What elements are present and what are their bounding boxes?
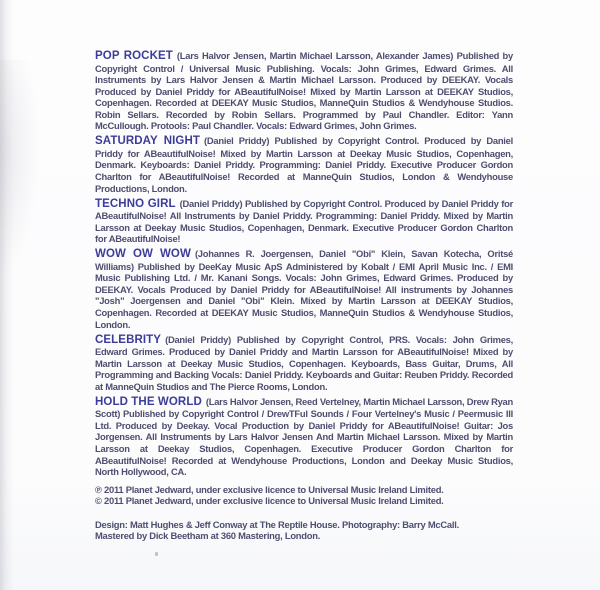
track-credit-text: (Lars Halvor Jensen, Martin Michael Larsson, Alexander James) Published by Copyright Control / Universal Music Publishing. Vocals: John Grimes, Edward Grimes. All Instruments by Lars Halvor Jensen & Martin Michael Larsson. Produced by DEEKAY. Vocals Produced by Daniel Priddy for ABeautifulNoise! Mixed by Martin Larsson at DEEKAY Studios, Copenhagen. Recorded at DEEKAY Music Studios, ManneQuin Studios & Wendyhouse Studios. Robin Sellars. Recorded by Robin Sellars. Programmed by Paul Chandler. Editor: Yann McCullough. Protools: Paul Chandler. Vocals: Edward Grimes, John Grimes.	[95, 50, 513, 132]
track-title: WOW OW WOW	[95, 248, 191, 261]
credits-text-column	[95, 50, 513, 542]
track-credit-text: (Daniel Priddy) Published by Copyright Control. Produced by Daniel Priddy for ABeautifulNoise! All Instruments by Daniel Priddy. Programming: Daniel Priddy. Mixed by Martin Larsson at Deekay Music Studios, Copenhagen, Denmark. Executive Producer Gordon Charlton for ABeautifulNoise!	[95, 197, 513, 245]
track-credit-text: (Johannes R. Joergensen, Daniel "Obi" Klein, Savan Kotecha, Oritsé Williams) Published by DeeKay Music ApS Administered by Kobalt / EMI April Music Inc. / EMI Music Publishing Ltd. / Mr. Kanani Songs. Vocals: John Grimes, Edward Grimes. Produced by DEEKAY. Vocals Produced by Daniel Priddy for ABeautifulNoise! All instruments by Johannes "Josh" Joergensen and Daniel "Obi" Klein. Mixed by Martin Larsson at DEEKAY Studios, Copenhagen. Recorded at DEEKAY Music Studios, ManneQuin Studios & Wendyhouse Studios, London.	[95, 248, 513, 330]
scan-smudge	[0, 60, 40, 280]
track-credit-text: (Daniel Priddy) Published by Copyright Control, PRS. Vocals: John Grimes, Edward Grimes. Produced by Daniel Priddy and Martin Larsson for ABeautifulNoise! Mixed by Martin Larsson at Deekay Music Studios, Copenhagen. Keyboards, Bass Guitar, Drums, All Programming and Backing Vocals: Daniel Priddy. Keyboards and Guitar: Reuben Priddy. Recorded at ManneQuin Studios and The Pierce Rooms, London.	[95, 333, 513, 392]
track-title: CELEBRITY	[95, 333, 162, 346]
track-credit-text: (Lars Halvor Jensen, Reed Vertelney, Martin Michael Larsson, Drew Ryan Scott) Published by Copyright Control / DrewTFul Sounds / Four Vertelney's Music / Peermusic III Ltd. Produced by Deekay. Vocal Production by Daniel Priddy for ABeautifulNoise! Guitar: Jos Jorgensen. All Instruments by Lars Halvor Jensen And Martin Michael Larsson. Mixed by Martin Larsson at Deekay Studios, Copenhagen. Executive Producer Gordon Charlton for ABeautifulNoise! Recorded at Wendyhouse Productions, London and Deekay Music Studios, North Hollywood, CA.	[95, 395, 513, 478]
mastering-credit-line: Mastered by Dick Beetham at 360 Mastering, London.	[95, 530, 321, 542]
legal-notices	[95, 484, 513, 507]
copyright-notice: © 2011 Planet Jedward, under exclusive licence to Universal Music Ireland Limited.	[95, 495, 444, 507]
track-title: HOLD THE WORLD	[95, 395, 202, 408]
design-credit-line: Design: Matt Hughes & Jeff Conway at The Reptile House. Photography: Barry McCall.	[95, 518, 459, 530]
phonogram-notice: ℗ 2011 Planet Jedward, under exclusive licence to Universal Music Ireland Limited.	[95, 483, 444, 495]
track-credit-paragraph	[95, 198, 513, 245]
track-title: TECHNO GIRL	[95, 197, 176, 210]
track-credit-paragraph	[95, 135, 513, 194]
colophon	[95, 519, 513, 542]
track-credit-paragraph	[95, 334, 513, 393]
scan-artifact	[155, 552, 158, 556]
track-credit-text: (Daniel Priddy) Published by Copyright Control. Produced by Daniel Priddy for ABeautifulNoise! Mixed by Martin Larsson at Deekay Music Studios, Copenhagen, Denmark. Keyboards: Daniel Priddy. Programming: Daniel Priddy. Executive Producer Gordon Charlton for ABeautifulNoise! Recorded at ManneQuin Studios, London & Wendyhouse Productions, London.	[95, 135, 513, 194]
track-credit-paragraph	[95, 396, 513, 478]
track-credit-paragraph	[95, 50, 513, 132]
track-title: SATURDAY NIGHT	[95, 135, 200, 148]
track-credit-paragraph	[95, 248, 513, 330]
scan-edge-shadow	[0, 0, 14, 590]
track-title: POP ROCKET	[95, 50, 173, 62]
